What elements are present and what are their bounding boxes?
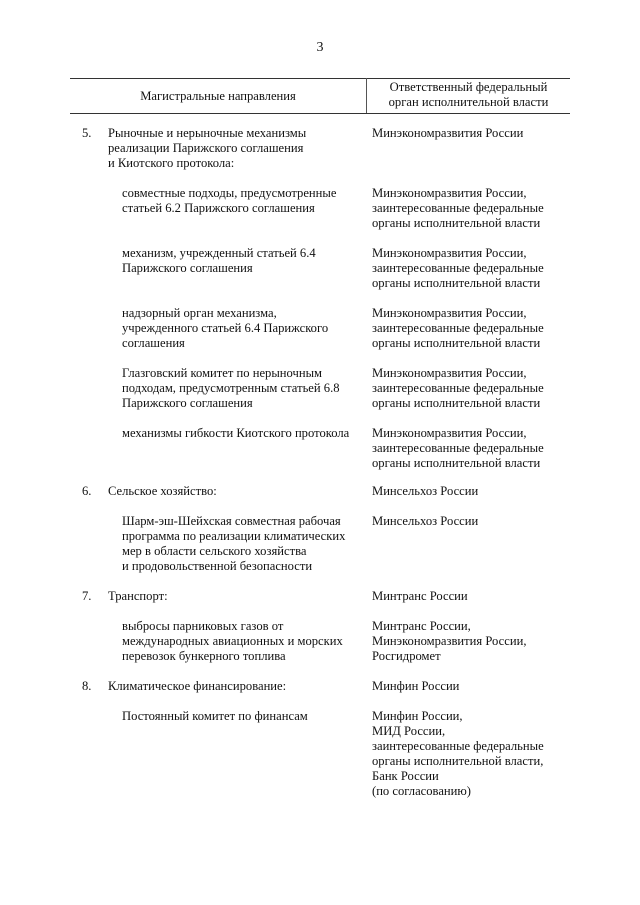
- responsible-authority: Минэкономразвития России, заинтересованные федеральные органы исполнительной власти: [372, 366, 544, 410]
- responsible-authority: Минсельхоз России: [372, 514, 479, 528]
- responsible-authority: Минфин России, МИД России, заинтересованные федеральные органы исполнительной власти, Банк России (по согласованию): [372, 709, 544, 798]
- page-number: 3: [316, 40, 324, 55]
- responsible-authority: Минэкономразвития России, заинтересованные федеральные органы исполнительной власти: [372, 186, 544, 230]
- direction-text: Транспорт:: [108, 589, 168, 603]
- column-header-directions: Магистральные направления: [140, 89, 296, 103]
- responsible-authority: Минэкономразвития России: [372, 126, 524, 140]
- row-number: 8.: [82, 679, 92, 693]
- responsible-authority: Минфин России: [372, 679, 460, 693]
- direction-text: совместные подходы, предусмотренные статьей 6.2 Парижского соглашения: [122, 186, 337, 215]
- column-header-authority: Ответственный федеральный орган исполнительной власти: [388, 80, 549, 109]
- row-number: 6.: [82, 484, 92, 498]
- direction-text: надзорный орган механизма, учрежденного статьей 6.4 Парижского соглашения: [122, 306, 329, 350]
- direction-text: Шарм-эш-Шейхская совместная рабочая программа по реализации климатических мер в области сельского хозяйства и продовольственной безопасности: [122, 514, 346, 573]
- row-number: 5.: [82, 126, 92, 140]
- direction-text: Климатическое финансирование:: [108, 679, 287, 693]
- responsible-authority: Минэкономразвития России, заинтересованные федеральные органы исполнительной власти: [372, 426, 544, 470]
- row-number: 7.: [82, 589, 92, 603]
- direction-text: Постоянный комитет по финансам: [122, 709, 308, 723]
- direction-text: Сельское хозяйство:: [108, 484, 217, 498]
- direction-text: Глазговский комитет по нерыночным подходам, предусмотренным статьей 6.8 Парижского соглашения: [122, 366, 340, 410]
- responsible-authority: Минэкономразвития России, заинтересованные федеральные органы исполнительной власти: [372, 306, 544, 350]
- responsible-authority: Минтранс России: [372, 589, 468, 603]
- direction-text: выбросы парниковых газов от международных авиационных и морских перевозок бункерного топлива: [122, 619, 343, 663]
- responsible-authority: Минэкономразвития России, заинтересованные федеральные органы исполнительной власти: [372, 246, 544, 290]
- direction-text: Рыночные и нерыночные механизмы реализации Парижского соглашения и Киотского протокола:: [108, 126, 307, 170]
- table-top-rule: [70, 78, 570, 79]
- direction-text: механизмы гибкости Киотского протокола: [122, 426, 350, 440]
- header-bottom-rule: [70, 113, 570, 114]
- direction-text: механизм, учрежденный статьей 6.4 Парижского соглашения: [122, 246, 316, 275]
- responsible-authority: Минтранс России, Минэкономразвития России, Росгидромет: [372, 619, 527, 663]
- responsible-authority: Минсельхоз России: [372, 484, 479, 498]
